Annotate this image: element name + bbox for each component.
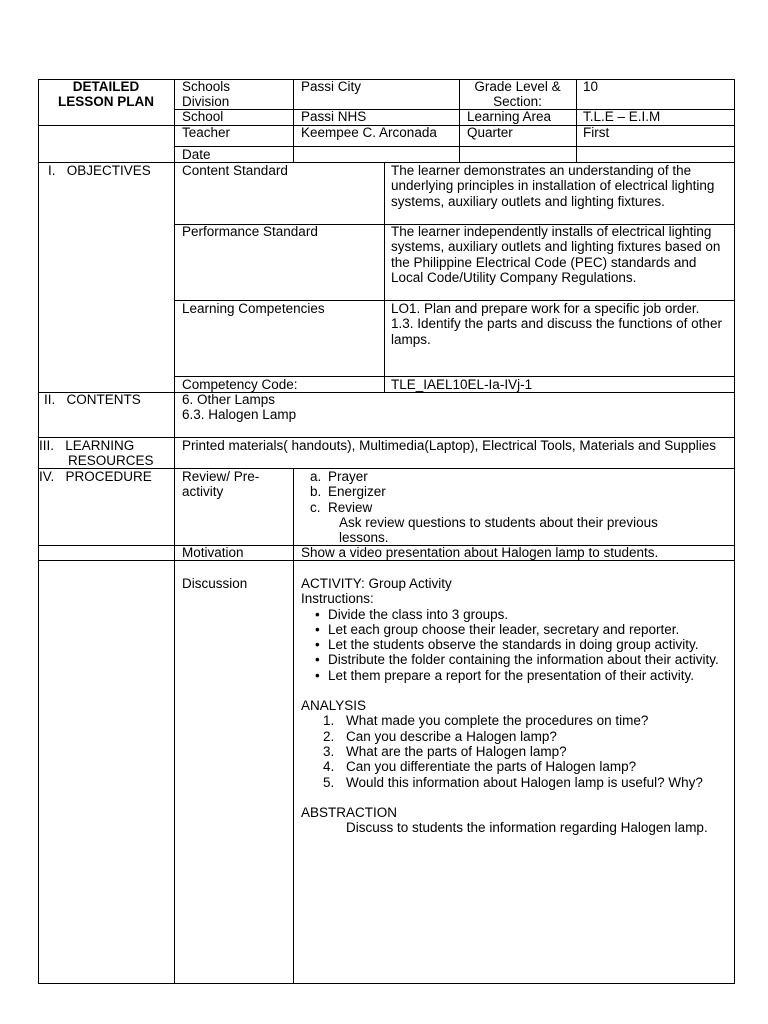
discussion-label: Discussion [182, 576, 248, 591]
analysis-title: ANALYSIS [301, 698, 367, 714]
learning-competencies-label: Learning Competencies [182, 301, 325, 316]
teacher-label: Teacher [182, 125, 231, 140]
list-item: 4. Can you differentiate the parts of Halogen lamp? [323, 759, 637, 775]
row-divider [174, 146, 735, 147]
table-border-bottom [38, 983, 735, 984]
list-item: 3. What are the parts of Halogen lamp? [323, 743, 567, 759]
list-item: • Divide the class into 3 groups. [301, 607, 729, 622]
objectives-section-label: I. OBJECTIVES [48, 163, 151, 178]
column-divider [174, 79, 175, 984]
grade-level-label: Grade Level & Section: [474, 79, 561, 110]
column-divider [293, 468, 294, 984]
review-note: Ask review questions to students about their previous lessons. [339, 514, 658, 546]
learning-area-label: Learning Area [467, 109, 552, 124]
procedure-section-label: IV. PROCEDURE [39, 469, 152, 484]
review-label: Review/ Pre- activity [182, 469, 260, 500]
instructions-label: Instructions: [301, 591, 374, 607]
column-divider [576, 79, 577, 163]
performance-standard-text: The learner independently installs of electrical lighting systems, auxiliary outlets and lighting fixtures based on the Philippine Electrical Code (PEC) standards and Local Code/Utility Company Regulations. [391, 224, 721, 285]
review-content [310, 469, 730, 545]
abstraction-text: Discuss to students the information regarding Halogen lamp. [346, 820, 708, 836]
contents-line: 6.3. Halogen Lamp [182, 407, 297, 423]
list-item: • Let them prepare a report for the presentation of their activity. [301, 668, 729, 683]
list-item: • Let the students observe the standards in doing group activity. [301, 637, 729, 652]
list-item: 5. Would this information about Halogen lamp is useful? Why? [323, 774, 703, 790]
teacher-value: Keempee C. Arconada [301, 125, 437, 140]
contents-section-label: II. CONTENTS [44, 392, 141, 407]
motivation-text: Show a video presentation about Halogen lamp to students. [301, 545, 659, 560]
quarter-value: First [583, 125, 610, 140]
grade-level-value: 10 [583, 79, 599, 94]
content-standard-label: Content Standard [182, 163, 288, 178]
table-border-left [38, 79, 39, 984]
abstraction-title: ABSTRACTION [301, 804, 398, 820]
discussion-content [301, 576, 729, 835]
list-item: • Let each group choose their leader, secretary and reporter. [301, 622, 729, 637]
contents-line: 6. Other Lamps [182, 392, 276, 407]
performance-standard-label: Performance Standard [182, 224, 318, 239]
learning-area-value: T.L.E – E.I.M [583, 109, 661, 124]
review-list [310, 469, 730, 515]
list-item: b. Energizer [310, 484, 386, 500]
list-item: c. Review [310, 499, 373, 515]
competency-code-value: TLE_IAEL10EL-Ia-IVj-1 [391, 377, 533, 392]
analysis-list [301, 713, 729, 789]
competency-code-label: Competency Code: [182, 377, 298, 392]
schools-division-label: Schools Division [182, 79, 231, 110]
lesson-plan-title: DETAILED LESSON PLAN [57, 79, 154, 110]
school-label: School [182, 109, 224, 124]
school-value: Passi NHS [301, 109, 367, 124]
list-item: 1. What made you complete the procedures on time? [323, 713, 649, 729]
resources-section-label: III. LEARNING RESOURCES [39, 438, 154, 469]
row-divider [38, 392, 735, 393]
contents-text [182, 392, 296, 423]
list-item: • Distribute the folder containing the information about their activity. [301, 652, 729, 667]
competency-1-3: 1.3. Identify the parts and discuss the functions of other lamps. [391, 316, 722, 347]
list-item: 2. Can you describe a Halogen lamp? [323, 728, 557, 744]
content-standard-text: The learner demonstrates an understanding of the underlying principles in installation of electrical lighting systems, auxiliary outlets and lighting fixtures. [391, 163, 715, 209]
division-value: Passi City [301, 79, 362, 94]
quarter-label: Quarter [467, 125, 513, 140]
activity-title: ACTIVITY: Group Activity [301, 576, 452, 591]
column-divider [384, 162, 385, 393]
list-item: a. Prayer [310, 469, 368, 484]
table-border-right [734, 79, 735, 984]
column-divider [293, 79, 294, 163]
instructions-list [301, 607, 729, 683]
resources-text: Printed materials( handouts), Multimedia(Laptop), Electrical Tools, Materials and Supplies [182, 438, 717, 453]
learning-competencies-text [391, 301, 731, 347]
date-label: Date [182, 147, 211, 162]
motivation-label: Motivation [182, 545, 244, 560]
competency-lo1: LO1. Plan and prepare work for a specific job order. [391, 301, 700, 316]
